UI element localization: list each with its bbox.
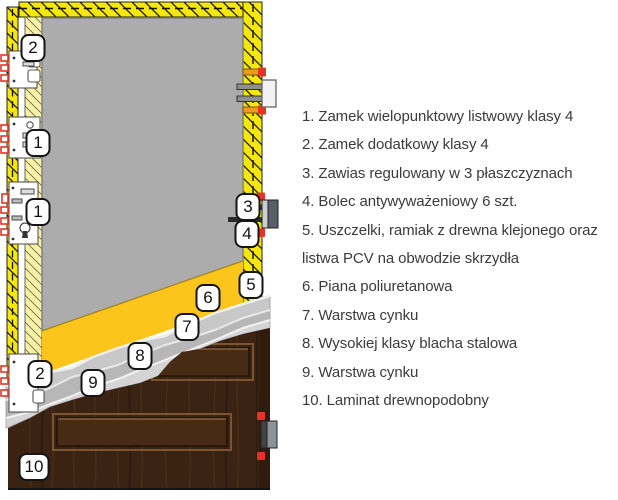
callout-badge: 5: [239, 271, 264, 299]
callout-badge: 2: [21, 34, 46, 62]
legend-line: 4. Bolec antywyważeniowy 6 szt.: [302, 193, 518, 211]
legend-line: 5. Uszczelki, ramiak z drewna klejonego oraz: [302, 221, 598, 239]
callout-badge: 2: [28, 360, 53, 388]
legend-line: listwa PCV na obwodzie skrzydła: [302, 250, 519, 268]
callout-badge: 9: [81, 369, 106, 397]
legend-line: 10. Laminat drewnopodobny: [302, 392, 489, 410]
legend-line: 3. Zawias regulowany w 3 płaszczyznach: [302, 164, 573, 182]
callout-badge: 6: [196, 284, 221, 312]
legend-line: 2. Zamek dodatkowy klasy 4: [302, 136, 489, 154]
legend-line: 6. Piana poliuretanowa: [302, 278, 453, 296]
callout-badge: 10: [19, 453, 50, 481]
callout-badge: 1: [26, 198, 51, 226]
legend-line: 7. Warstwa cynku: [302, 306, 419, 324]
door-panel-lower: [53, 414, 231, 450]
door-diagram: [0, 0, 290, 500]
callout-badge: 7: [175, 313, 200, 341]
legend: [302, 103, 616, 415]
callout-badge: 3: [236, 193, 261, 221]
legend-line: 9. Warstwa cynku: [302, 363, 419, 381]
callout-badge: 8: [128, 342, 153, 370]
callout-badge: 1: [26, 129, 51, 157]
legend-line: 8. Wysokiej klasy blacha stalowa: [302, 335, 518, 353]
callout-badge: 4: [235, 220, 260, 248]
legend-line: 1. Zamek wielopunktowy listwowy klasy 4: [302, 108, 574, 125]
